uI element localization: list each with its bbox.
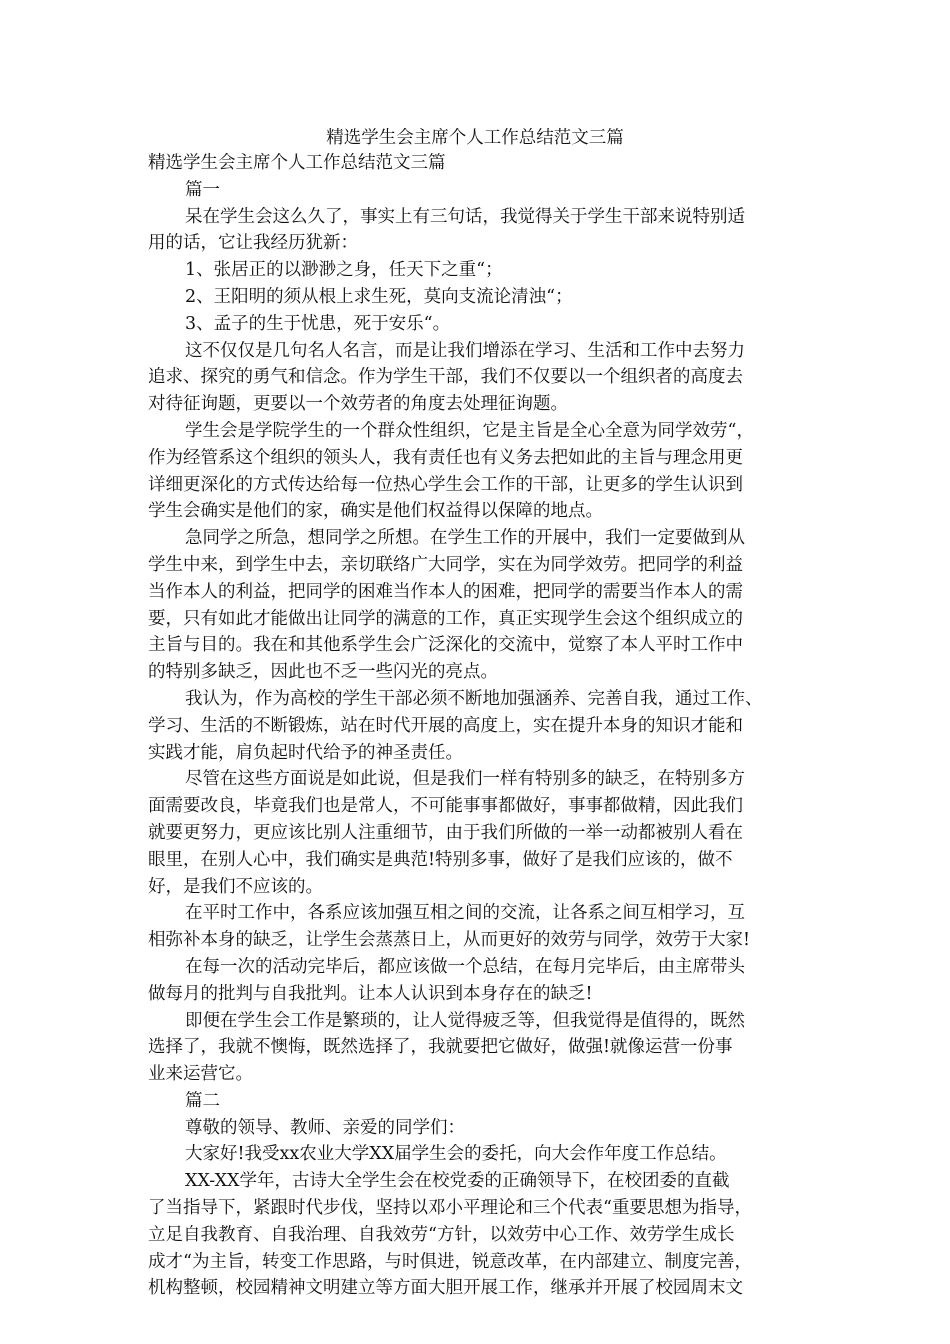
text-line: 我认为，作为高校的学生干部必须不断地加强涵养、完善自我，通过工作、	[185, 688, 763, 709]
text-line: 篇一	[185, 179, 220, 200]
text-line: 立足自我教育、自我治理、自我效劳“方针，以效劳中心工作、效劳学生成长	[148, 1224, 735, 1245]
text-line: 实践才能，肩负起时代给予的神圣责任。	[148, 742, 463, 763]
text-line: 对待征询题，更要以一个效劳者的角度去处理征询题。	[148, 394, 568, 415]
text-line: 尊敬的领导、教师、亲爱的同学们：	[185, 1117, 465, 1138]
text-line: 大家好!我受xx农业大学XX届学生会的委托，向大会作年度工作总结。	[185, 1144, 727, 1165]
text-line: 学习、生活的不断锻炼，站在时代开展的高度上，实在提升本身的知识才能和	[148, 715, 743, 736]
text-line: 作为经管系这个组织的领头人，我有责任也有义务去把如此的主旨与理念用更	[148, 447, 743, 468]
text-line: 做每月的批判与自我批判。让本人认识到本身存在的缺乏!	[148, 983, 593, 1004]
text-line: 2、王阳明的须从根上求生死，莫向支流论清浊“；	[185, 286, 573, 307]
text-line: 相弥补本身的缺乏，让学生会蒸蒸日上，从而更好的效劳与同学，效劳于大家!	[148, 930, 751, 951]
text-line: 3、孟子的生于忧患，死于安乐“。	[185, 313, 451, 334]
text-line: 这不仅仅是几句名人名言，而是让我们增添在学习、生活和工作中去努力	[185, 340, 745, 361]
text-line: 了当指导下，紧跟时代步伐，坚持以邓小平理论和三个代表“重要思想为指导，	[148, 1198, 752, 1219]
text-line: 面需要改良，毕竟我们也是常人，不可能事事都做好，事事都做精，因此我们	[148, 796, 743, 817]
text-line: 主旨与目的。我在和其他系学生会广泛深化的交流中，觉察了本人平时工作中	[148, 635, 743, 656]
text-line: 尽管在这些方面说是如此说，但是我们一样有特别多的缺乏，在特别多方	[185, 769, 745, 790]
document-body	[148, 150, 813, 1302]
text-line: 学生中来，到学生中去，亲切联络广大同学，实在为同学效劳。把同学的利益	[148, 554, 743, 575]
text-line: 眼里，在别人心中，我们确实是典范!特别多事，做好了是我们应该的，做不	[148, 849, 733, 870]
text-line: 用的话，它让我经历犹新：	[148, 233, 358, 254]
text-line: 的特别多缺乏，因此也不乏一些闪光的亮点。	[148, 662, 498, 683]
text-line: 篇二	[185, 1090, 220, 1111]
text-line: 追求、探究的勇气和信念。作为学生干部，我们不仅要以一个组织者的高度去	[148, 367, 743, 388]
text-line: 成才“为主旨，转变工作思路，与时俱进，锐意改革，在内部建立、制度完善，	[148, 1251, 752, 1272]
text-line: XX-XX学年，古诗大全学生会在校党委的正确领导下，在校团委的直截	[185, 1171, 730, 1192]
document-title: 精选学生会主席个人工作总结范文三篇	[326, 128, 624, 148]
text-line: 业来运营它。	[148, 1064, 253, 1085]
text-line: 详细更深化的方式传达给每一位热心学生会工作的干部，让更多的学生认识到	[148, 474, 743, 495]
text-line: 1、张居正的以渺渺之身，任天下之重“；	[185, 260, 503, 281]
text-line: 学生会确实是他们的家，确实是他们权益得以保障的地点。	[148, 501, 603, 522]
text-line: 选择了，我就不懊悔，既然选择了，我就要把它做好，做强!就像运营一份事	[148, 1037, 733, 1058]
text-line: 急同学之所急，想同学之所想。在学生工作的开展中，我们一定要做到从	[185, 528, 745, 549]
text-line: 要，只有如此才能做出让同学的满意的工作，真正实现学生会这个组织成立的	[148, 608, 743, 629]
text-line: 当作本人的利益，把同学的困难当作本人的困难，把同学的需要当作本人的需	[148, 581, 743, 602]
text-line: 即便在学生会工作是繁琐的，让人觉得疲乏等，但我觉得是值得的，既然	[185, 1010, 745, 1031]
text-line: 呆在学生会这么久了，事实上有三句话，我觉得关于学生干部来说特别适	[185, 206, 745, 227]
text-line: 精选学生会主席个人工作总结范文三篇	[148, 153, 446, 173]
text-line: 在每一次的活动完毕后，都应该做一个总结，在每月完毕后，由主席带头	[185, 956, 745, 977]
text-line: 学生会是学院学生的一个群众性组织，它是主旨是全心全意为同学效劳“，	[185, 420, 754, 441]
text-line: 机构整顿，校园精神文明建立等方面大胆开展工作，继承并开展了校园周末文	[148, 1278, 743, 1299]
text-line: 好，是我们不应该的。	[148, 876, 323, 897]
text-line: 在平时工作中，各系应该加强互相之间的交流，让各系之间互相学习，互	[185, 903, 745, 924]
text-line: 就要更努力，更应该比别人注重细节，由于我们所做的一举一动都被别人看在	[148, 822, 743, 843]
